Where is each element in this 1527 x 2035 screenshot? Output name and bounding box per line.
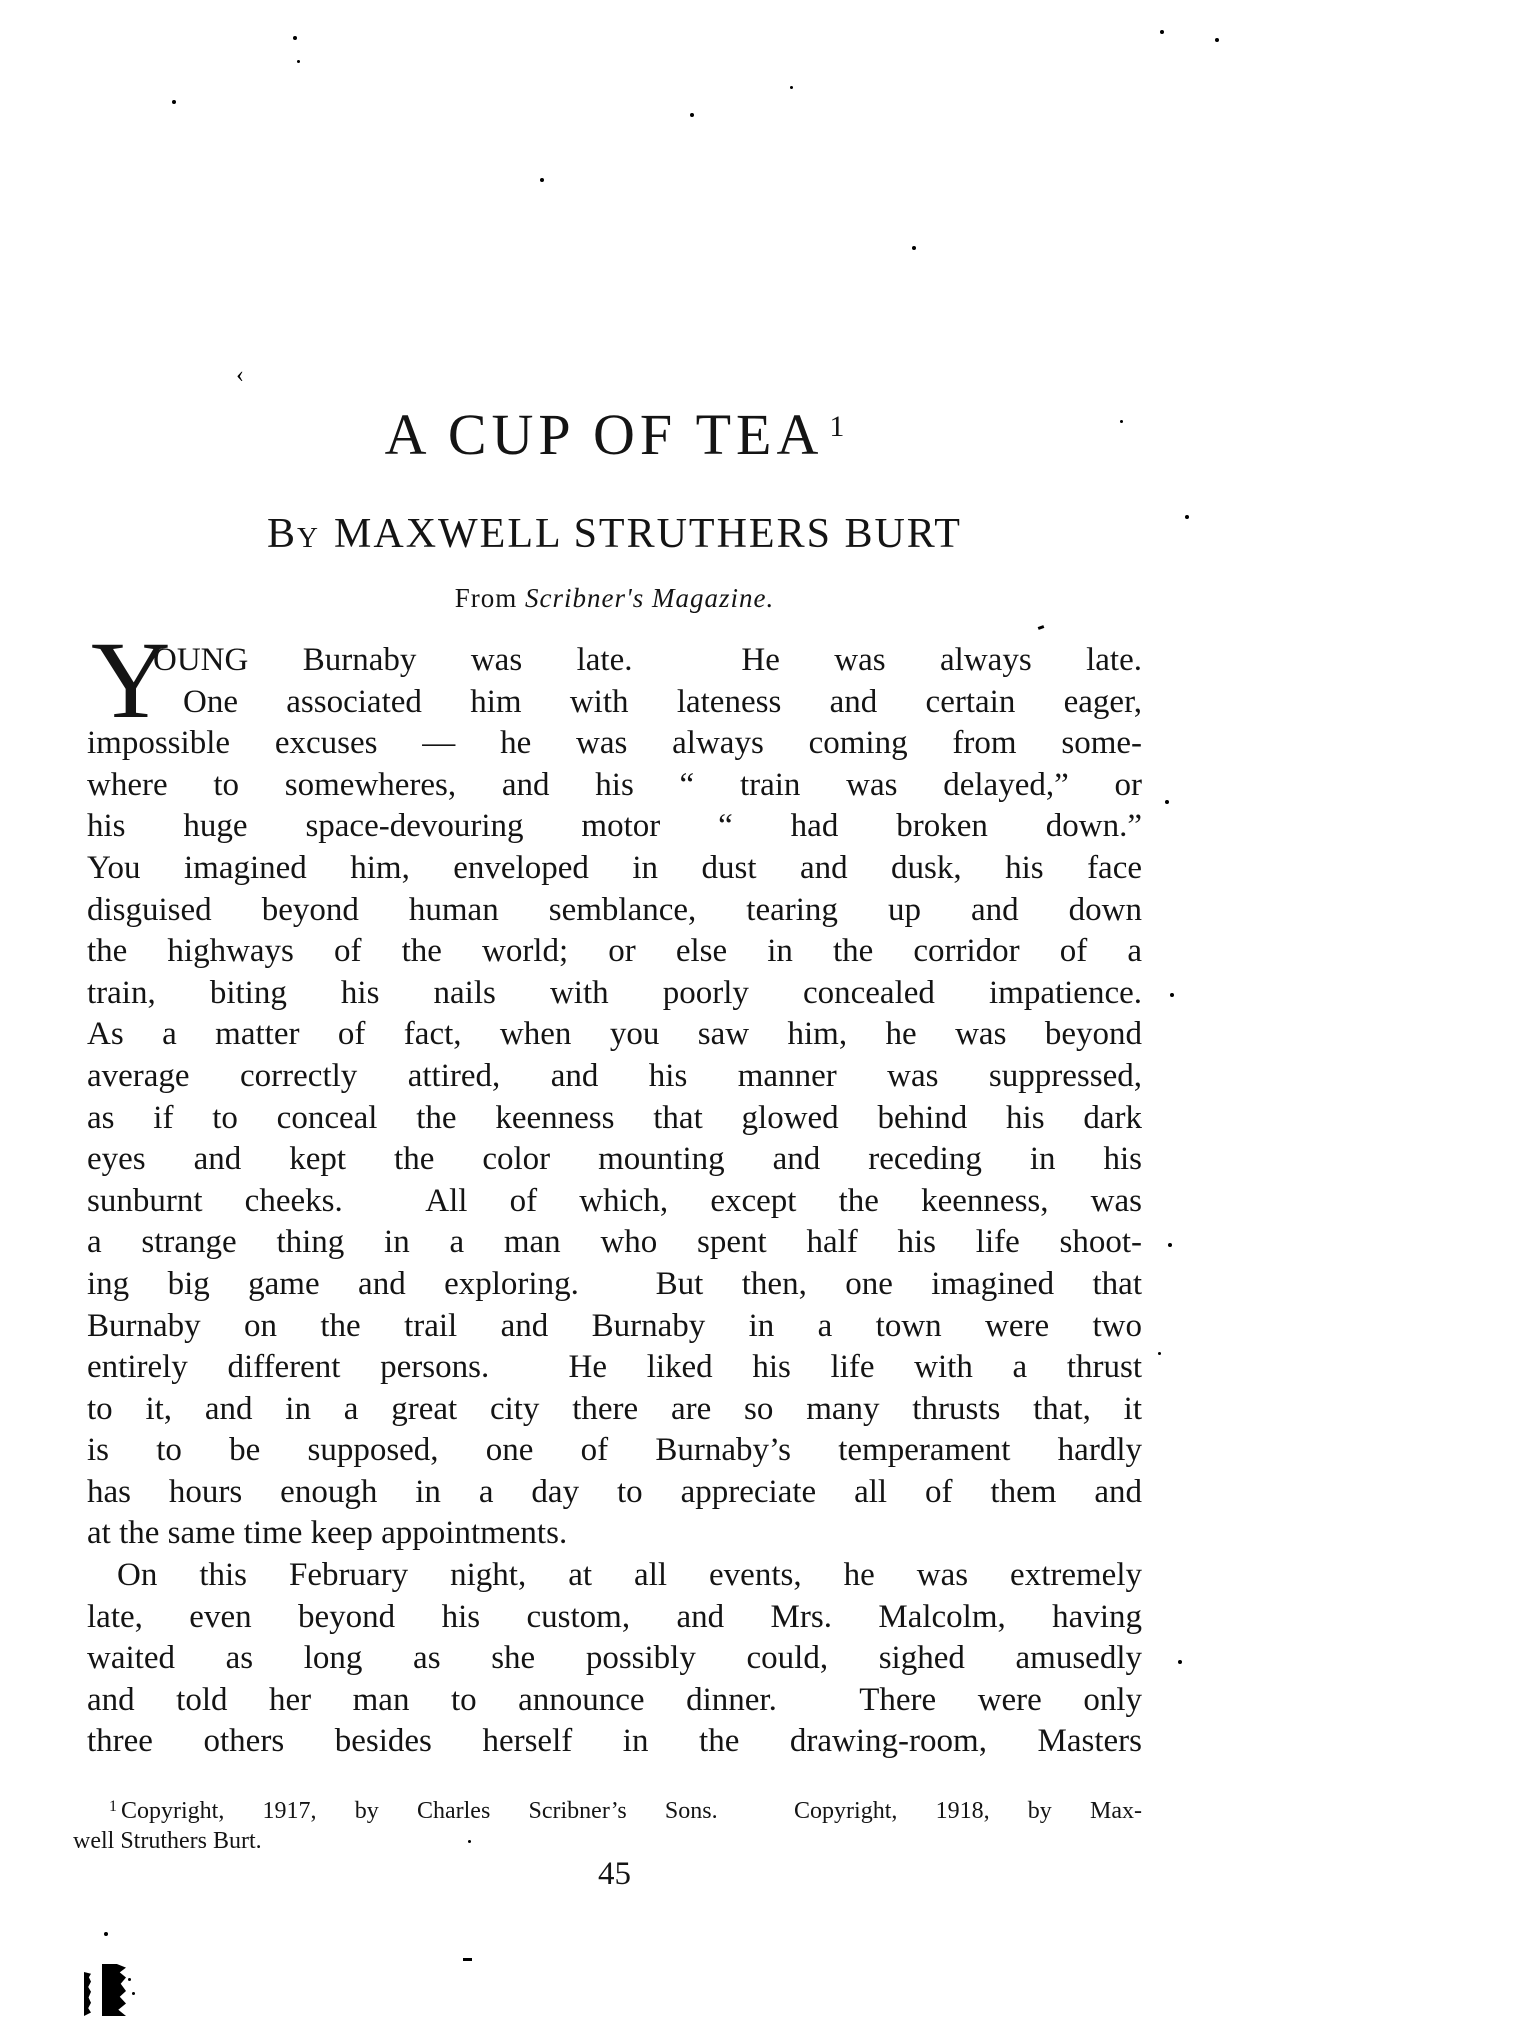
text-line: OUNG Burnaby was late. He was always late. (153, 642, 1142, 678)
body-text (87, 619, 1142, 1763)
scan-speck (790, 86, 793, 89)
scan-speck (297, 60, 300, 63)
footnote-text: Copyright, 1917, by Charles Scribner’s Sons. Copyright, 1918, by Max- (121, 1798, 1142, 1824)
text-line: is to be supposed, one of Burnaby’s temperament hardly (87, 1432, 1142, 1469)
text-line: average correctly attired, and his manner was suppressed, (87, 1057, 1142, 1094)
scan-binding-mark (102, 1964, 126, 2016)
drop-cap: Y (91, 619, 171, 741)
scan-speck (104, 1932, 108, 1936)
scan-speck (132, 1992, 135, 1995)
title-text: A CUP OF TEA (384, 402, 824, 467)
scan-speck (1178, 1660, 1182, 1664)
scan-speck (1165, 800, 1169, 804)
text-line: One associated him with lateness and certain eager, (183, 683, 1142, 720)
text-line: sunburnt cheeks. All of which, except the keenness, was (87, 1182, 1142, 1219)
text-line: where to somewheres, and his “ train was delayed,” or (87, 766, 1142, 803)
source-prefix: From (454, 583, 518, 613)
text-line: impossible excuses — he was always coming from some- (87, 725, 1142, 762)
text-line: has hours enough in a day to appreciate all of them and (87, 1473, 1142, 1510)
scan-speck (1160, 30, 1164, 34)
text-line: On this February night, at all events, he was extremely (117, 1557, 1142, 1594)
text-line: eyes and kept the color mounting and receding in his (87, 1141, 1142, 1178)
text-line: Burnaby on the trail and Burnaby in a town were two (87, 1307, 1142, 1344)
text-line: You imagined him, enveloped in dust and dusk, his face (87, 849, 1142, 886)
source-magazine: Scribner's Magazine. (525, 583, 775, 613)
scan-speck (1168, 1243, 1172, 1247)
author-name: MAXWELL STRUTHERS BURT (334, 511, 962, 557)
page-number: 45 (598, 1856, 631, 1892)
scan-binding-mark (84, 1972, 91, 2016)
text-line: late, even beyond his custom, and Mrs. Malcolm, having (87, 1598, 1142, 1635)
scan-speck (690, 113, 694, 117)
scan-speck (912, 246, 916, 250)
footnote-reference: 1 (829, 410, 845, 443)
text-line: train, biting his nails with poorly concealed impatience. (87, 974, 1142, 1011)
byline-prefix: By (267, 511, 321, 557)
scan-speck (128, 1978, 131, 1981)
text-line: three others besides herself in the drawing-room, Masters (87, 1723, 1142, 1760)
scan-speck (1038, 625, 1045, 630)
text-line: the highways of the world; or else in the corridor of a (87, 933, 1142, 970)
paragraph-1 (87, 640, 1142, 1555)
scan-stray-mark: ‹ (236, 362, 244, 388)
text-line: a strange thing in a man who spent half his life shoot- (87, 1224, 1142, 1261)
source-line (87, 583, 1142, 614)
text-line: his huge space-devouring motor “ had broken down.” (87, 808, 1142, 845)
footnote-line: well Struthers Burt. (73, 1828, 262, 1854)
text-line: and told her man to announce dinner. There were only (87, 1681, 1142, 1718)
scan-speck (293, 36, 297, 40)
scan-speck (468, 1840, 471, 1843)
scan-speck (1158, 1352, 1161, 1355)
text-line: ing big game and exploring. But then, one imagined that (87, 1265, 1142, 1302)
footnote-line (87, 1792, 1142, 1826)
byline (87, 510, 1142, 558)
scan-speck (1185, 515, 1189, 519)
scan-speck (1170, 993, 1174, 997)
text-line: entirely different persons. He liked his life with a thrust (87, 1349, 1142, 1386)
scan-speck (540, 178, 544, 182)
paragraph-2 (87, 1555, 1142, 1763)
scan-speck (1215, 38, 1219, 42)
scan-speck (1120, 420, 1123, 423)
text-line: As a matter of fact, when you saw him, he was beyond (87, 1016, 1142, 1053)
page-title (87, 401, 1142, 468)
scan-speck (463, 1958, 472, 1961)
text-line: waited as long as she possibly could, sighed amusedly (87, 1640, 1142, 1677)
scan-speck (172, 100, 176, 104)
footnote (73, 1792, 1142, 1856)
text-line: to it, and in a great city there are so many thrusts that, it (87, 1390, 1142, 1427)
text-line: disguised beyond human semblance, tearing up and down (87, 891, 1142, 928)
text-line: as if to conceal the keenness that glowed behind his dark (87, 1099, 1142, 1136)
footnote-marker: 1 (109, 1798, 117, 1815)
text-line: at the same time keep appointments. (87, 1515, 568, 1552)
